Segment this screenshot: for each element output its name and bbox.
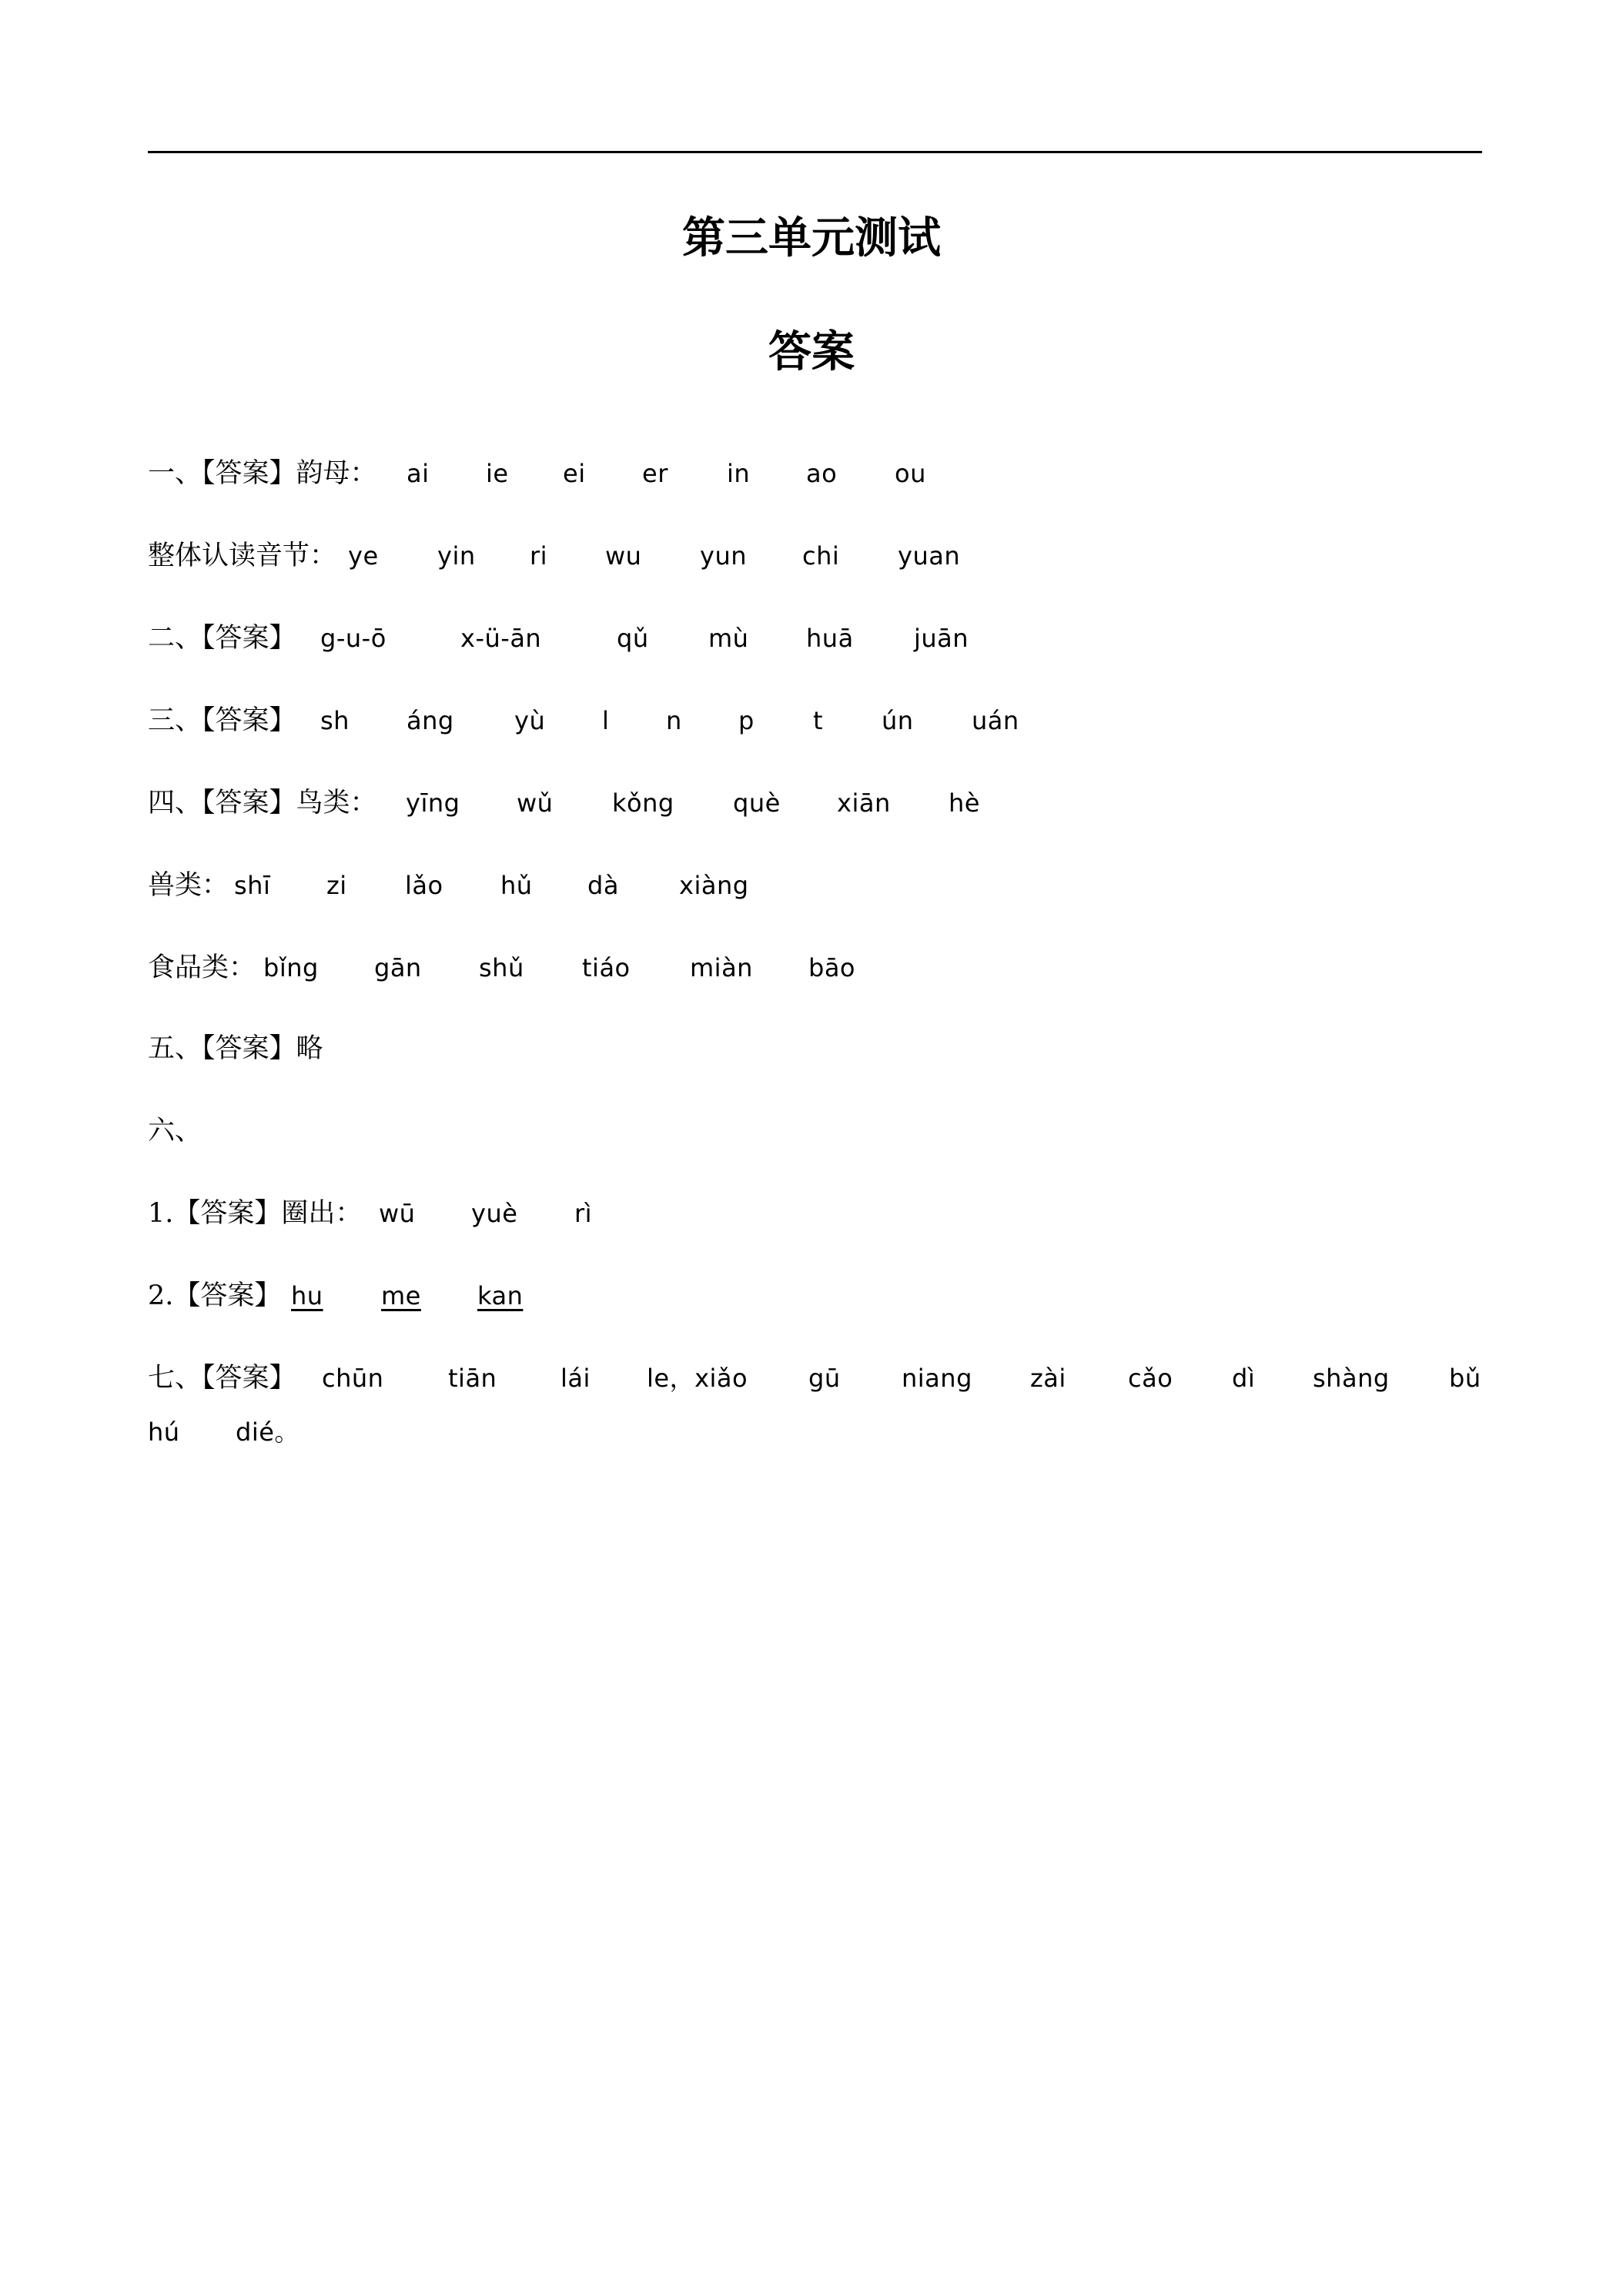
pinyin-item: shī [234,871,271,900]
pinyin-item: me [381,1281,421,1310]
line-prefix: 兽类： [148,870,229,901]
answer-line-9 [148,1110,202,1153]
pinyin-item: sh [320,706,350,735]
answer-line-7 [148,946,855,989]
answer-line-4 [148,699,1019,742]
line-prefix: 整体认读音节： [148,541,337,571]
pinyin-item: yun [700,541,747,571]
pinyin-item: hu [291,1281,323,1310]
pinyin-item: ou [895,459,926,488]
pinyin-item: gān [374,953,422,982]
pinyin-item: p [738,706,755,735]
pinyin-item: tiān [448,1364,497,1393]
pinyin-item: tiáo [582,953,631,982]
answer-line-5 [148,782,980,825]
pinyin-item: gū [808,1364,841,1393]
pinyin-item: x-ü-ān [460,624,542,653]
pinyin-item: ye [348,541,379,571]
pinyin-item: chi [802,541,840,571]
line-prefix: 五、【答案】略 [148,1033,323,1064]
header-rule [148,151,1482,153]
answer-line-6 [148,864,749,907]
pinyin-item: yù [514,706,546,735]
pinyin-item: qǔ [617,624,649,653]
pinyin-item: l [602,706,610,735]
line-prefix: 一、【答案】韵母： [148,458,377,489]
line-prefix: 三、【答案】 [148,705,296,736]
answer-line-12 [148,1357,1481,1400]
pinyin-item: lǎo [405,871,443,900]
pinyin-item: rì [574,1199,593,1228]
line-prefix: 四、【答案】鸟类： [148,788,377,818]
pinyin-item: xiàng [679,871,749,900]
answer-line-1 [148,452,926,495]
pinyin-item: zi [326,871,347,900]
answer-line-10 [148,1192,593,1235]
pinyin-item: lái [561,1364,591,1393]
pinyin-item: ai [407,459,430,488]
page-subtitle: 答案 [768,327,855,377]
line-prefix: 食品类： [148,952,256,983]
pinyin-item: ri [530,541,548,571]
pinyin-item: mù [708,624,749,653]
pinyin-item: què [733,788,781,818]
pinyin-item: ún [882,706,914,735]
pinyin-item: dié。 [236,1417,300,1447]
pinyin-item: yuan [898,541,961,571]
pinyin-item: bǔ [1449,1364,1481,1393]
line-prefix: 二、【答案】 [148,623,296,654]
pinyin-item: xiān [837,788,891,818]
answer-line-11 [148,1274,524,1317]
line-prefix: 2.【答案】 [148,1280,282,1311]
pinyin-item: miàn [690,953,753,982]
line-prefix: 1.【答案】圈出： [148,1198,363,1229]
pinyin-item: ao [806,459,838,488]
pinyin-item: dì [1232,1364,1256,1393]
pinyin-item: g-u-ō [320,624,387,653]
pinyin-item: dà [587,871,619,900]
pinyin-item: chūn [322,1364,384,1393]
pinyin-item: wu [605,541,642,571]
pinyin-item: yuè [471,1199,518,1228]
pinyin-item: yīng [406,788,460,818]
answer-line-3 [148,617,969,660]
pinyin-item: wǔ [517,788,554,818]
pinyin-item: hǔ [500,871,533,900]
pinyin-item: kǒng [612,788,674,818]
pinyin-item: wū [379,1199,416,1228]
pinyin-item: le，xiǎo [647,1364,748,1393]
pinyin-item: ei [563,459,586,488]
line-prefix: 六、 [148,1116,202,1146]
pinyin-item: t [813,706,824,735]
pinyin-item: cǎo [1128,1364,1173,1393]
page-title: 第三单元测试 [682,213,941,263]
pinyin-item: shàng [1313,1364,1390,1393]
pinyin-item: yin [437,541,476,571]
pinyin-item: in [727,459,751,488]
answer-line-8 [148,1027,323,1070]
pinyin-item: hú [148,1417,180,1447]
pinyin-item: uán [972,706,1019,735]
pinyin-item: bǐng [263,953,319,982]
pinyin-item: juān [914,624,969,653]
pinyin-item: niang [902,1364,972,1393]
answer-line-2 [148,534,961,577]
pinyin-item: n [666,706,682,735]
pinyin-item: zài [1030,1364,1066,1393]
pinyin-item: bāo [808,953,855,982]
pinyin-item: shǔ [479,953,524,982]
pinyin-item: hè [949,788,980,818]
pinyin-item: ie [486,459,509,488]
line-prefix: 七、【答案】 [148,1363,296,1394]
pinyin-item: huā [806,624,854,653]
pinyin-item: áng [407,706,454,735]
pinyin-item: er [642,459,668,488]
pinyin-item: kan [477,1281,524,1310]
